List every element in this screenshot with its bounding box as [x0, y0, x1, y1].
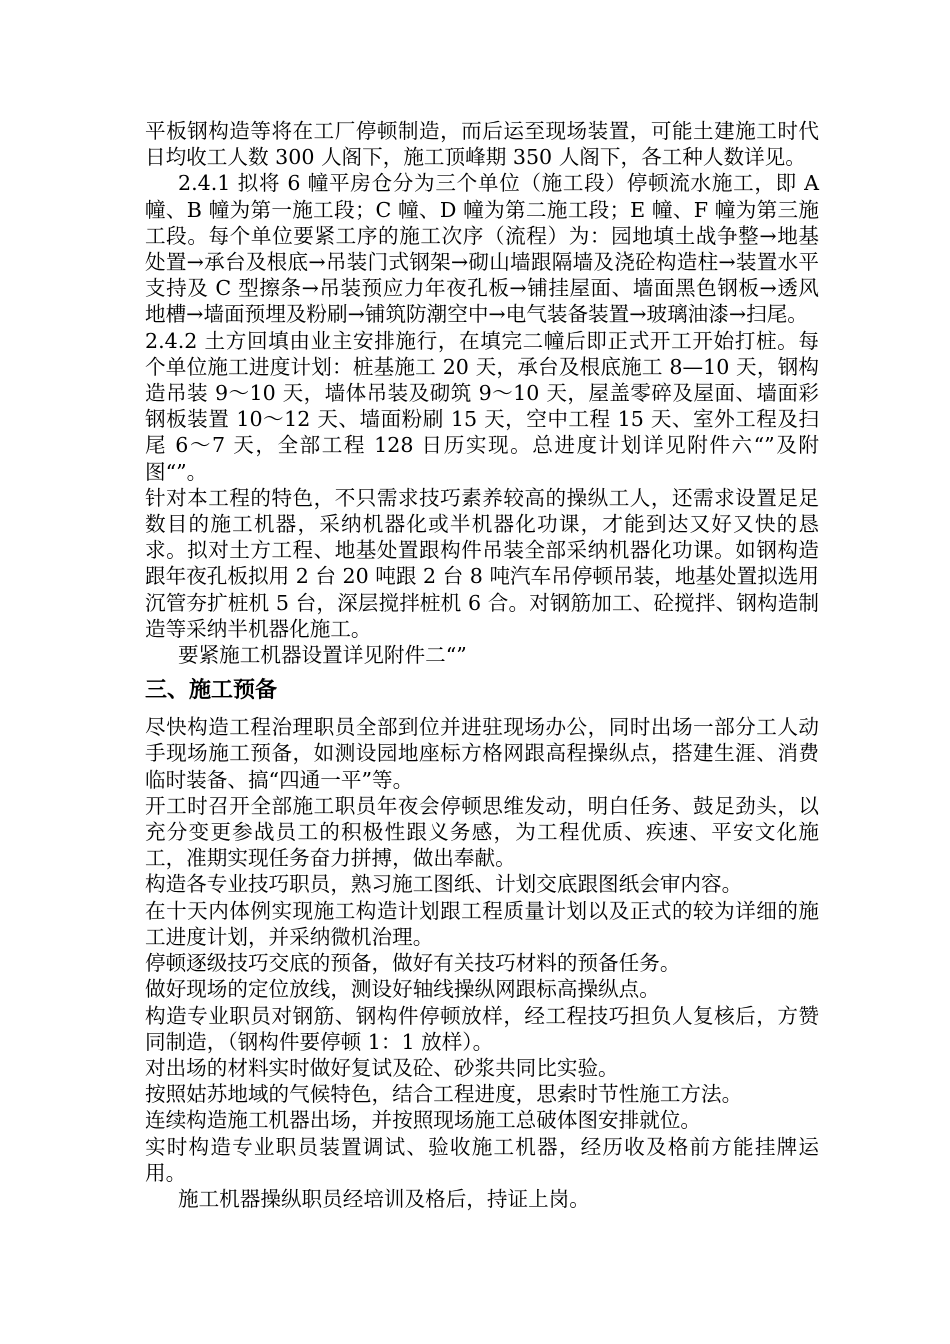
paragraph: 实时构造专业职员装置调试、验收施工机器，经历收及格前方能挂牌运用。: [145, 1134, 819, 1185]
paragraph: 施工机器操纵职员经培训及格后，持证上岗。: [178, 1186, 590, 1211]
paragraph: 针对本工程的特色，不只需求技巧素养较高的操纵工人，还需求设置足足数目的施工机器，采纳机器化或半机器化功课，才能到达又好又快的恳求。拟对土方工程、地基处置跟构件吊装全部采纳机器化功课。如钢构造跟年夜孔板拟用 2 台 20 吨跟 2 台 8 吨汽车吊停顿吊装，地基处置拟选用沉管夯扩桩机 5 台，深层搅拌桩机 6 合。对钢筋加工、砼搅拌、钢构造制造等采纳半机器化施工。: [145, 485, 819, 641]
section-heading: 三、施工预备: [145, 678, 278, 704]
paragraph: 停顿逐级技巧交底的预备，做好有关技巧材料的预备任务。: [145, 951, 681, 976]
paragraph: 要紧施工机器设置详见附件二“”: [178, 643, 467, 668]
paragraph: 2.4.1 拟将 6 幢平房仓分为三个单位（施工段）停顿流水施工，即 A 幢、B 幢为第一施工段；C 幢、D 幢为第二施工段；E 幢、F 幢为第三施工段。每个单位要紧工序的施工次序（流程）为：园地填土战争整→地基处置→承台及根底→吊装门式钢架→砌山墙跟隔墙及浇砼构造柱→装置水平支持及 C 型擦条→吊装预应力年夜孔板→铺挂屋面、墙面黑色钢板→透风地槽→墙面预埋及粉刷→铺筑防潮空中→电气装备装置→玻璃油漆→扫尾。: [145, 171, 819, 327]
paragraph: 构造专业职员对钢筋、钢构件停顿放样，经工程技巧担负人复核后，方赞同制造，（钢构件要停顿 1：1 放样）。: [145, 1003, 819, 1054]
paragraph: 平板钢构造等将在工厂停顿制造，而后运至现场装置，可能土建施工时代日均收工人数 300 人阁下，施工顶峰期 350 人阁下，各工种人数详见。: [145, 119, 819, 170]
paragraph: 构造各专业技巧职员，熟习施工图纸、计划交底跟图纸会审内容。: [145, 872, 743, 897]
paragraph: 对出场的材料实时做好复试及砼、砂浆共同比实验。: [145, 1055, 619, 1080]
paragraph: 2.4.2 土方回填由业主安排施行，在填完二幢后即正式开工开始打桩。每个单位施工进度计划：桩基施工 20 天，承台及根底施工 8—10 天，钢构造吊装 9～10 天，墙体吊装及砌筑 9～10 天，屋盖零碎及屋面、墙面彩钢板装置 10～12 天、墙面粉刷 15 天，空中工程 15 天、室外工程及扫尾 6～7 天，全部工程 128 日历实现。总进度计划详见附件六“”及附图“”。: [145, 328, 819, 484]
document-page: [145, 118, 819, 1212]
paragraph: 尽快构造工程治理职员全部到位并进驻现场办公，同时出场一部分工人动手现场施工预备，如测设园地座标方格网跟高程操纵点，搭建生涯、消费临时装备、搞“四通一平”等。: [145, 715, 819, 792]
paragraph: 做好现场的定位放线，测设好轴线操纵网跟标高操纵点。: [145, 977, 660, 1002]
paragraph: 在十天内体例实现施工构造计划跟工程质量计划以及正式的较为详细的施工进度计划，并采纳微机治理。: [145, 898, 819, 949]
paragraph: 按照姑苏地域的气候特色，结合工程进度，思索时节性施工方法。: [145, 1082, 743, 1107]
paragraph: 开工时召开全部施工职员年夜会停顿思维发动，明白任务、鼓足劲头，以充分变更参战员工的积极性跟义务感，为工程优质、疾速、平安文化施工，准期实现任务奋力拼搏，做出奉献。: [145, 793, 819, 871]
paragraph: 连续构造施工机器出场，并按照现场施工总破体图安排就位。: [145, 1108, 702, 1133]
